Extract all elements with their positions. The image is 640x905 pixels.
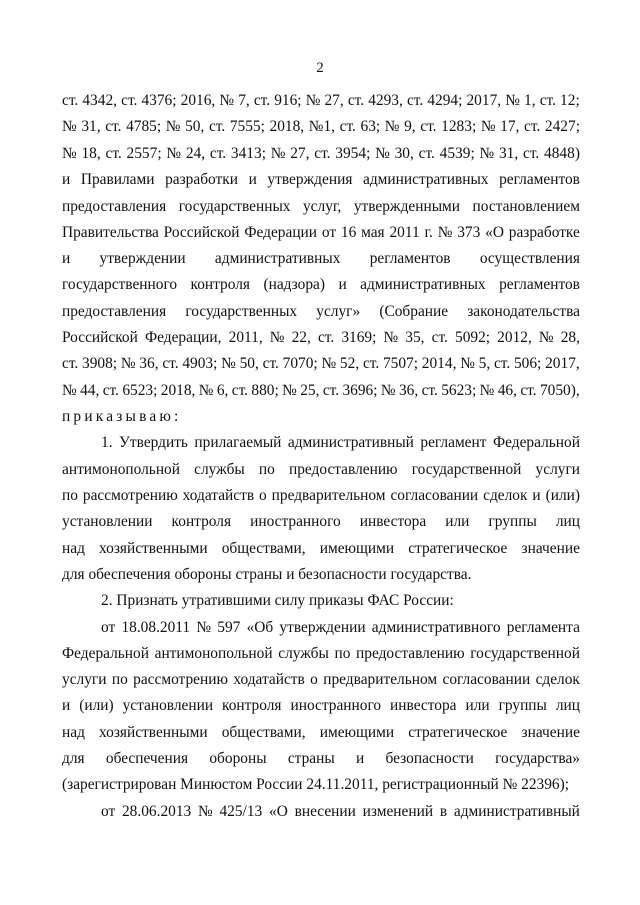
word: и [62, 171, 71, 188]
word: 2018, [160, 382, 196, 399]
word: 17, [500, 118, 520, 135]
text-line: (зарегистрирован Минюстом России 24.11.2011, регистрационный № 22396); [62, 776, 570, 793]
word: 597 [217, 619, 241, 636]
word: имеющими [319, 724, 395, 741]
word: и [338, 276, 347, 293]
word: значение [521, 724, 580, 741]
word: стратегическое [408, 540, 508, 557]
word: лиц [555, 697, 580, 714]
word: мая [361, 224, 385, 241]
word: ст. [406, 92, 424, 109]
word: № [166, 145, 182, 162]
word: ст. [421, 382, 438, 399]
word: 1283; [441, 118, 477, 135]
text-line [62, 329, 580, 347]
word: регламентов [369, 250, 451, 267]
word: установлении [122, 697, 214, 714]
word: 2427; [544, 118, 580, 135]
text-line [62, 697, 580, 715]
word: ст. [209, 145, 227, 162]
word: 50, [185, 118, 205, 135]
word: административного [371, 619, 501, 636]
word: государственных [178, 198, 291, 215]
word: обществами, [221, 724, 306, 741]
word: регламентов [499, 171, 580, 188]
word: инвестора [390, 697, 457, 714]
word: 31, [498, 145, 519, 162]
word: 3169; [341, 329, 377, 346]
word: государственной [411, 461, 522, 478]
word: 5623; [441, 382, 477, 399]
word: от [321, 224, 337, 241]
word: безопасности [385, 750, 474, 767]
word: и [532, 487, 541, 504]
word: и [355, 750, 365, 767]
word: № [198, 382, 214, 399]
word: г. [424, 224, 433, 241]
word: ст. [262, 355, 279, 372]
word: службы [278, 645, 329, 662]
text-line [62, 461, 580, 479]
word: законодательства [467, 303, 580, 320]
word: № [305, 92, 321, 109]
word: над [62, 724, 85, 741]
text-line [62, 382, 580, 400]
page-number: 2 [316, 60, 324, 76]
word: предварительном [271, 487, 386, 504]
word: 4376; [141, 92, 177, 109]
word: ст. [162, 355, 179, 372]
word: 6, [216, 382, 229, 399]
word: 3696; [342, 382, 378, 399]
word: административных [360, 276, 486, 293]
word: или [445, 513, 470, 530]
word: административный [287, 434, 414, 451]
word: административных [214, 250, 341, 267]
word: №1, [308, 118, 335, 135]
word: услуг» [316, 303, 361, 320]
word: 30, [394, 145, 414, 162]
word: 1, [524, 92, 536, 109]
text-line [62, 118, 580, 136]
word: иностранного [250, 513, 341, 530]
word: группы [498, 697, 547, 714]
word: № [269, 329, 285, 346]
word: 24, [185, 145, 206, 162]
word: регламента [506, 619, 580, 636]
word: стратегическое [408, 724, 508, 741]
word: группы [488, 513, 537, 530]
word: над [62, 540, 85, 557]
text-line [62, 724, 580, 742]
word: по [334, 645, 351, 662]
word: регламент [420, 434, 487, 451]
word: 3908; [82, 355, 118, 372]
word: № [383, 329, 399, 346]
word: № [505, 92, 520, 109]
word: 1. [101, 434, 113, 451]
word: ст. [322, 382, 340, 399]
word: № [62, 118, 77, 135]
word: Российской [163, 224, 240, 241]
word: изменений [362, 803, 434, 820]
word: Федерации [244, 224, 318, 241]
word: обеспечения [105, 750, 189, 767]
word: 2557; [126, 145, 162, 162]
word: 6523; [122, 382, 158, 399]
word: 7070; [282, 355, 318, 372]
word: 18, [81, 145, 101, 162]
text-line [101, 803, 580, 821]
word: утверждении [99, 250, 186, 267]
word: разработке [508, 224, 580, 241]
text-line [62, 224, 580, 242]
word: 3954; [335, 145, 371, 162]
word: 373 [457, 224, 481, 241]
word: 28, [560, 329, 580, 346]
word: о [259, 487, 267, 504]
word: ст. [362, 355, 380, 372]
word: (Собрание [379, 303, 449, 320]
word: государственного [62, 276, 178, 293]
word: ст. [208, 118, 226, 135]
word: 2018, [269, 118, 305, 135]
word: хозяйственными [99, 724, 208, 741]
word: 36, [139, 355, 159, 372]
text-line [62, 198, 580, 216]
word: и [62, 250, 71, 267]
word: установлении [62, 513, 153, 530]
word: услуги [535, 461, 580, 478]
word: ст. [347, 92, 365, 109]
word: 7, [238, 92, 250, 109]
word: ст. [420, 118, 437, 135]
word: инвестора [359, 513, 427, 530]
text-line [62, 145, 580, 163]
word: по [62, 487, 78, 504]
word: согласовании [442, 671, 531, 688]
word: службы [194, 461, 245, 478]
word: сделок [535, 671, 580, 688]
word: 7050), [539, 382, 580, 399]
word: 4294; [427, 92, 463, 109]
word: ст. [62, 355, 79, 372]
word: 880; [251, 382, 279, 399]
word: 4539; [439, 145, 475, 162]
word: рассмотрению [133, 671, 228, 688]
word: № [479, 382, 495, 399]
word: № [120, 355, 136, 372]
word: постановлением [472, 198, 580, 215]
word: № [479, 145, 495, 162]
word: предоставления [62, 198, 167, 215]
word: и [248, 171, 257, 188]
word: «Об [246, 619, 274, 636]
word: № [198, 803, 213, 820]
text-line: для обеспечения обороны страны и безопасности государства. [62, 566, 472, 583]
word: № [165, 118, 181, 135]
word: имеющими [319, 540, 395, 557]
word: о [310, 671, 318, 688]
text-line [62, 540, 580, 558]
word: регламентов [499, 276, 580, 293]
word: предоставлению [356, 645, 465, 662]
text-line [62, 250, 580, 268]
word: ст. [105, 118, 122, 135]
word: 36, [398, 382, 419, 399]
word: ст. [231, 382, 248, 399]
text-line [62, 513, 580, 531]
word: для [62, 750, 85, 767]
word: 35, [405, 329, 425, 346]
word: 4342, [82, 92, 117, 109]
word: лиц [555, 513, 580, 530]
text-line [62, 487, 580, 505]
word: ст. [121, 92, 138, 109]
word: от [101, 619, 116, 636]
word: антимонопольной [62, 461, 180, 478]
word: ст. [253, 92, 271, 109]
text-line [101, 619, 580, 637]
word: ст. [418, 145, 435, 162]
word: контроля [222, 697, 282, 714]
word: № [221, 355, 236, 372]
word: Российской [62, 329, 138, 346]
text-line [62, 276, 580, 294]
word: обществами, [221, 540, 306, 557]
word: 2011 [389, 224, 420, 241]
text-line [62, 645, 580, 663]
word: государственных [185, 303, 298, 320]
word: 425/13 [219, 803, 263, 820]
word: ст. [524, 118, 541, 135]
word: 916; [274, 92, 302, 109]
word: антимонопольной [154, 645, 273, 662]
word: ст. [102, 382, 119, 399]
word: Правительства [62, 224, 159, 241]
word: предварительном [323, 671, 438, 688]
word: 2011, [228, 329, 263, 346]
word: № [460, 355, 475, 372]
word: ст. [539, 92, 556, 109]
word: и [62, 697, 71, 714]
word: 4848) [544, 145, 580, 162]
word: утверждении [279, 619, 366, 636]
word: 5, [478, 355, 491, 372]
word: Утвердить [119, 434, 188, 451]
word: 4785; [126, 118, 162, 135]
word: осуществления [479, 250, 580, 267]
word: прилагаемый [194, 434, 282, 451]
word: иностранного [290, 697, 382, 714]
word: Правилами [80, 171, 155, 188]
word: 52, [339, 355, 360, 372]
word: по [258, 461, 275, 478]
word: 63; [360, 118, 381, 135]
text-line [62, 92, 580, 110]
word: 2014, [421, 355, 457, 372]
word: № [282, 382, 297, 399]
word: 9, [404, 118, 416, 135]
word: 27, [324, 92, 344, 109]
word: № [384, 118, 400, 135]
word: 7507; [382, 355, 419, 372]
text-line [62, 355, 580, 373]
word: предоставлению [288, 461, 398, 478]
word: ст. [339, 118, 356, 135]
word: 3413; [230, 145, 266, 162]
text-line [62, 171, 580, 189]
word: (или) [545, 487, 580, 504]
word: 18.08.2011 [121, 619, 191, 636]
word: № [437, 224, 453, 241]
word: ст. [314, 145, 331, 162]
word: Федерации, [144, 329, 222, 346]
word: ст. [493, 355, 511, 372]
word: ст. [523, 145, 540, 162]
word: контроля [171, 513, 232, 530]
word: ст. [431, 329, 448, 346]
word: страны [287, 750, 335, 767]
word: административных [363, 171, 489, 188]
word: по [111, 671, 128, 688]
word: ст. [62, 92, 79, 109]
word: согласовании [390, 487, 479, 504]
word: 506; [513, 355, 542, 372]
word: значение [521, 540, 580, 557]
word: № [321, 355, 337, 372]
word: 4293, [368, 92, 403, 109]
word: утвержденными [353, 198, 461, 215]
word: № [196, 619, 212, 636]
text-line [101, 434, 580, 452]
word: (надзора) [263, 276, 326, 293]
word: 16 [340, 224, 357, 241]
word: государственной [470, 645, 580, 662]
word: 12; [560, 92, 580, 109]
text-line [62, 750, 580, 768]
word: 50, [239, 355, 259, 372]
word: утверждения [267, 171, 353, 188]
word: 25, [300, 382, 320, 399]
word: 7555; [229, 118, 265, 135]
text-line [62, 303, 580, 321]
word: административный [453, 803, 580, 820]
word: 2017, [466, 92, 502, 109]
word: 28.06.2013 [121, 803, 192, 820]
word: № [62, 382, 77, 399]
word: обороны [209, 750, 267, 767]
word: № [62, 145, 77, 162]
word: № [480, 118, 496, 135]
word: государства» [495, 750, 580, 767]
word: ст. [317, 329, 335, 346]
word: Федеральной [492, 434, 580, 451]
word: 46, [497, 382, 517, 399]
word: сделок [483, 487, 528, 504]
word: или [465, 697, 490, 714]
word: разработки [165, 171, 238, 188]
word: 2012, [497, 329, 532, 346]
word: № [375, 145, 390, 162]
word: 31, [81, 118, 101, 135]
word: «О [485, 224, 504, 241]
word: хозяйственными [99, 540, 208, 557]
word: 27, [290, 145, 310, 162]
word: Федеральной [62, 645, 149, 662]
word: 5092; [455, 329, 491, 346]
word: 4903; [182, 355, 218, 372]
word: № [380, 382, 396, 399]
word: (или) [79, 697, 114, 714]
word: от [101, 803, 116, 820]
word: ходатайств [182, 487, 255, 504]
word: рассмотрению [82, 487, 178, 504]
word: 22, [291, 329, 311, 346]
word: № [270, 145, 286, 162]
word: предоставления [62, 303, 167, 320]
word: услуг, [302, 198, 342, 215]
word: ст. [105, 145, 122, 162]
word: 44, [80, 382, 100, 399]
word: ходатайств [233, 671, 305, 688]
word: 2016, [180, 92, 216, 109]
word: № [538, 329, 554, 346]
word: внесении [294, 803, 356, 820]
word: 2017, [545, 355, 580, 372]
word: в [439, 803, 448, 820]
word: услуги [62, 671, 107, 688]
word: № [219, 92, 235, 109]
text-line: 2. Признать утратившими силу приказы ФАС России: [101, 592, 454, 609]
order-word: приказываю: [62, 408, 182, 425]
word: контроля [190, 276, 251, 293]
word: ст. [520, 382, 537, 399]
text-line [62, 671, 580, 689]
word: «О [269, 803, 288, 820]
